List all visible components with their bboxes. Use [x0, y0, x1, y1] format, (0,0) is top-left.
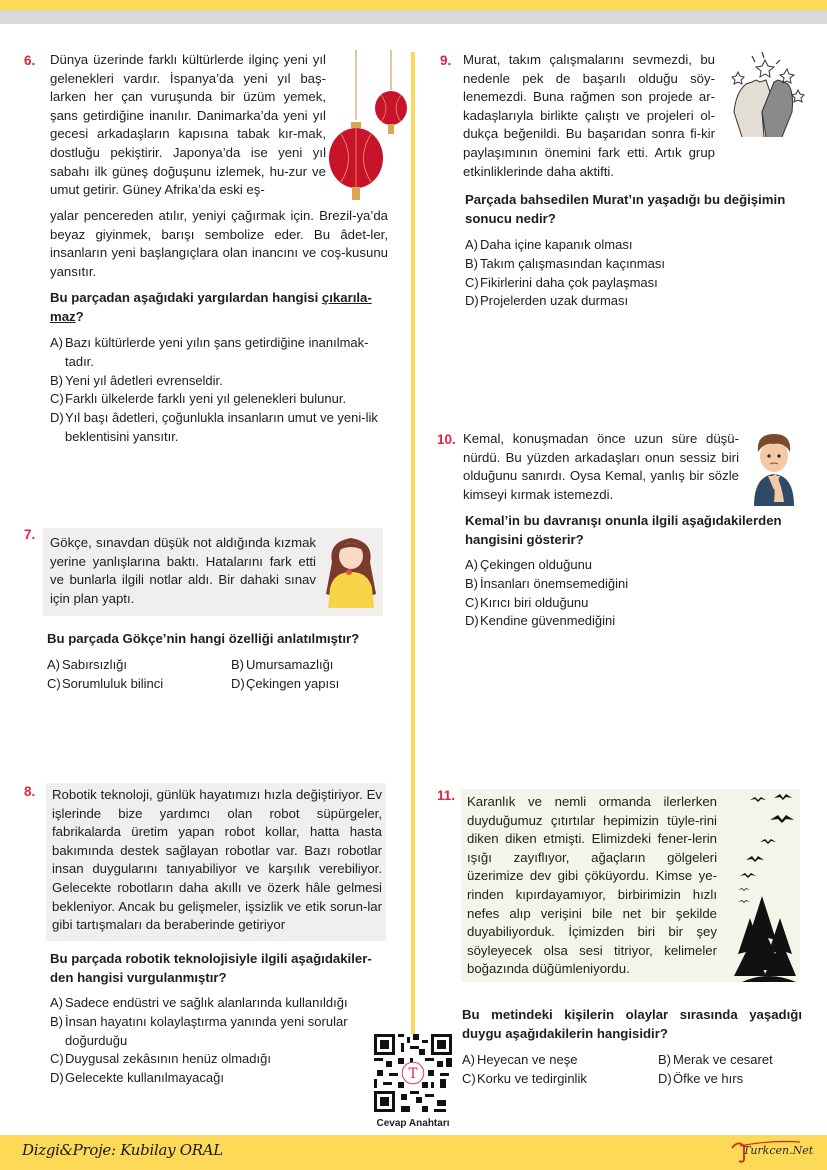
- options-grid: [462, 1051, 818, 1089]
- option-c[interactable]: C) Sorumluluk bilinci: [47, 675, 164, 691]
- option-a[interactable]: A) Bazı kültürlerde yeni yılın şans getirdiğine inanılmak-tadır.: [50, 335, 369, 369]
- option-a[interactable]: A) Sabırsızlığı: [47, 657, 128, 672]
- options-grid: [47, 656, 391, 694]
- option-b[interactable]: B) İnsanları önemsemediğini: [465, 575, 629, 591]
- qr-code-label: Cevap Anahtarı: [376, 1118, 450, 1129]
- option-c[interactable]: C) Fikirlerini daha çok paylaşması: [465, 274, 658, 290]
- footer-credit: Dizgi&Proje: Kubilay ORAL: [22, 1141, 223, 1159]
- question-paragraph-continued: yalar pencereden atılır, yeniyi çağırmak için. Brezil-ya’da beyaz giyinmek, barışı sembolize eder. Bu âdet-ler, insanların yeni başlangıçlara olan inancını ve coş-kusunu yansıtır.: [50, 208, 388, 279]
- question-paragraph: Gökçe, sınavdan düşük not aldığında kızmak yerine yanlışlarına baktı. Hatalarını fark etti ve bunlarla ilgili notlar aldı. Bir dahaki sınav için plan yaptı.: [50, 535, 316, 606]
- question-number: 8.: [24, 784, 36, 799]
- question-mark: ?: [75, 309, 84, 324]
- question-prompt: Bu metindeki kişilerin olaylar sırasında yaşadığı duygu aşağıdakilerin hangisidir?: [462, 1007, 802, 1041]
- svg-text:T: T: [408, 1065, 418, 1082]
- question-paragraph: Dünya üzerinde farklı kültürlerde ilginç yeni yıl gelenekleri vardır. İspanya’da yeni yıl baş-larken her çan vuruşunda bir üzüm yemek, şans getirdiğine inanılır. Danimarka’da yeni yıl gecesi arkadaşların kapısına tabak kır-mak, dostluğu pekiştirir. Japonya’da ise yeni yıl sabahı ilk güneş doğuşunu izlemek, hu-zur ve umut getirir. Güney Afrika’da eski eş-: [50, 52, 326, 198]
- top-accent-bar: [0, 0, 827, 10]
- girl-thinking-image: [322, 532, 380, 612]
- option-c[interactable]: C) Kırıcı biri olduğunu: [465, 594, 589, 610]
- question-paragraph: Kemal, konuşmadan önce uzun süre düşü-nürdü. Bu yüzden arkadaşları onun sessiz biri olduğunu sanırdı. Oysa Kemal, yanlış bir sözle kimseyi kırmak istemezdi.: [463, 431, 739, 502]
- option-d[interactable]: D) Kendine güvenmediğini: [465, 613, 616, 629]
- option-d[interactable]: D) Öfke ve hırs: [658, 1070, 744, 1086]
- question-number: 9.: [440, 53, 452, 68]
- options-list: [50, 994, 370, 1088]
- option-b[interactable]: B) Yeni yıl âdetleri evrenseldir.: [50, 372, 223, 388]
- question-prompt: Parçada bahsedilen Murat’ın yaşadığı bu değişimin sonucu nedir?: [465, 192, 786, 226]
- option-d[interactable]: D) Çekingen yapısı: [231, 675, 340, 691]
- option-c[interactable]: C) Farklı ülkelerde farklı yeni yıl gelenekleri bulunur.: [50, 391, 347, 407]
- question-emphasis: çıkarıla-maz: [50, 290, 372, 324]
- red-lanterns-image: [325, 50, 411, 200]
- question-prompt: [50, 288, 390, 326]
- option-a[interactable]: A) Heyecan ve neşe: [462, 1052, 578, 1067]
- question-number: 10.: [437, 432, 456, 447]
- column-divider: [411, 52, 415, 1034]
- logo-text: Turkcen.Net: [743, 1144, 814, 1157]
- question-text: Bu parçadan aşağıdaki yargılardan hangisi: [50, 290, 322, 305]
- question-paragraph: Karanlık ve nemli ormanda ilerlerken duyduğumuz çıtırtılar hepimizin tüyle-rini diken diken etmişti. Elimizdeki fener-lerin ışığı zayıflıyor, ağaçların gölgeleri üzerimize dev gibi çöküyordu. Kimse ye-rinden kıpırdayamıyor, birbirimizin hızlı nefes alıp verişini bile net bir şekilde duyabiliyorduk. İçimizden biri bir şey söyleyecek olsa sesi titriyor, kelimeler boğazında düğümleniyordu.: [467, 794, 717, 977]
- options-list: [465, 236, 785, 311]
- option-c[interactable]: C) Korku ve tedirginlik: [462, 1070, 587, 1086]
- turkcen-logo: [730, 1138, 816, 1164]
- option-b[interactable]: B) Takım çalışmasından kaçınması: [465, 255, 665, 271]
- option-a[interactable]: A) Daha içine kapanık olması: [465, 237, 633, 252]
- question-prompt: Kemal’in bu davranışı onunla ilgili aşağıdakilerden hangisini gösterir?: [465, 513, 782, 547]
- option-d[interactable]: D) Gelecekte kullanılmayacağı: [50, 1070, 224, 1086]
- question-number: 11.: [437, 788, 456, 803]
- option-a[interactable]: A) Sadece endüstri ve sağlık alanlarında kullanıldığı: [50, 995, 348, 1010]
- question-number: 6.: [24, 53, 36, 68]
- high-five-image: [722, 52, 808, 140]
- option-c[interactable]: C) Duygusal zekâsının henüz olmadığı: [50, 1051, 271, 1067]
- boy-thinking-image: [748, 430, 800, 506]
- options-list: [465, 556, 785, 631]
- qr-code-icon[interactable]: [374, 1034, 452, 1112]
- question-paragraph: Robotik teknoloji, günlük hayatımızı hızla değiştiriyor. Ev işlerinde bize yardımcı olan robot süpürgeler, fabrikalarda üretim yapan robot kollar, hatta hasta bakımında destek sağlayan robotlar var. Bazı robotlar insan duygularını tanıyabiliyor ve karşılık verebiliyor. Gelecekte robotların daha akıllı ve özerk hâle gelmesi bekleniyor. Ancak bu gelişmeler, işsizlik ve etik sorun-lar gibi tartışmaları da beraberinde getiriyor: [52, 787, 382, 933]
- option-b[interactable]: B) Merak ve cesaret: [658, 1052, 773, 1067]
- options-list: [50, 334, 392, 447]
- option-b[interactable]: B) İnsan hayatını kolaylaştırma yanında yeni sorular doğurduğu: [50, 1013, 348, 1048]
- dark-forest-bats-image: [728, 790, 800, 982]
- question-paragraph: Murat, takım çalışmalarını sevmezdi, bu nedenle pek de başarılı olduğu söy-lenemezdi. Buna rağmen son projede ar-kadaşlarıyla birlikte çalıştı ve projeleri ol-dukça beğenildi. Bu başarıdan sonra fi-kir paylaşımının önemini fark etti. Artık grup etkinliklerinde daha aktifti.: [463, 52, 715, 179]
- option-a[interactable]: A) Çekingen olduğunu: [465, 557, 593, 572]
- option-d[interactable]: D) Yıl başı âdetleri, çoğunlukla insanların umut ve yeni-lik beklentisini yansıtır.: [50, 410, 378, 444]
- top-gray-bar: [0, 10, 827, 24]
- question-prompt: Bu parçada robotik teknolojisiyle ilgili aşağıdakiler-den hangisi vurgulanmıştır?: [50, 951, 372, 985]
- option-b[interactable]: B) Umursamazlığı: [231, 657, 334, 672]
- option-d[interactable]: D) Projelerden uzak durması: [465, 293, 629, 309]
- question-number: 7.: [24, 527, 36, 542]
- question-prompt: Bu parçada Gökçe’nin hangi özelliği anlatılmıştır?: [47, 631, 360, 646]
